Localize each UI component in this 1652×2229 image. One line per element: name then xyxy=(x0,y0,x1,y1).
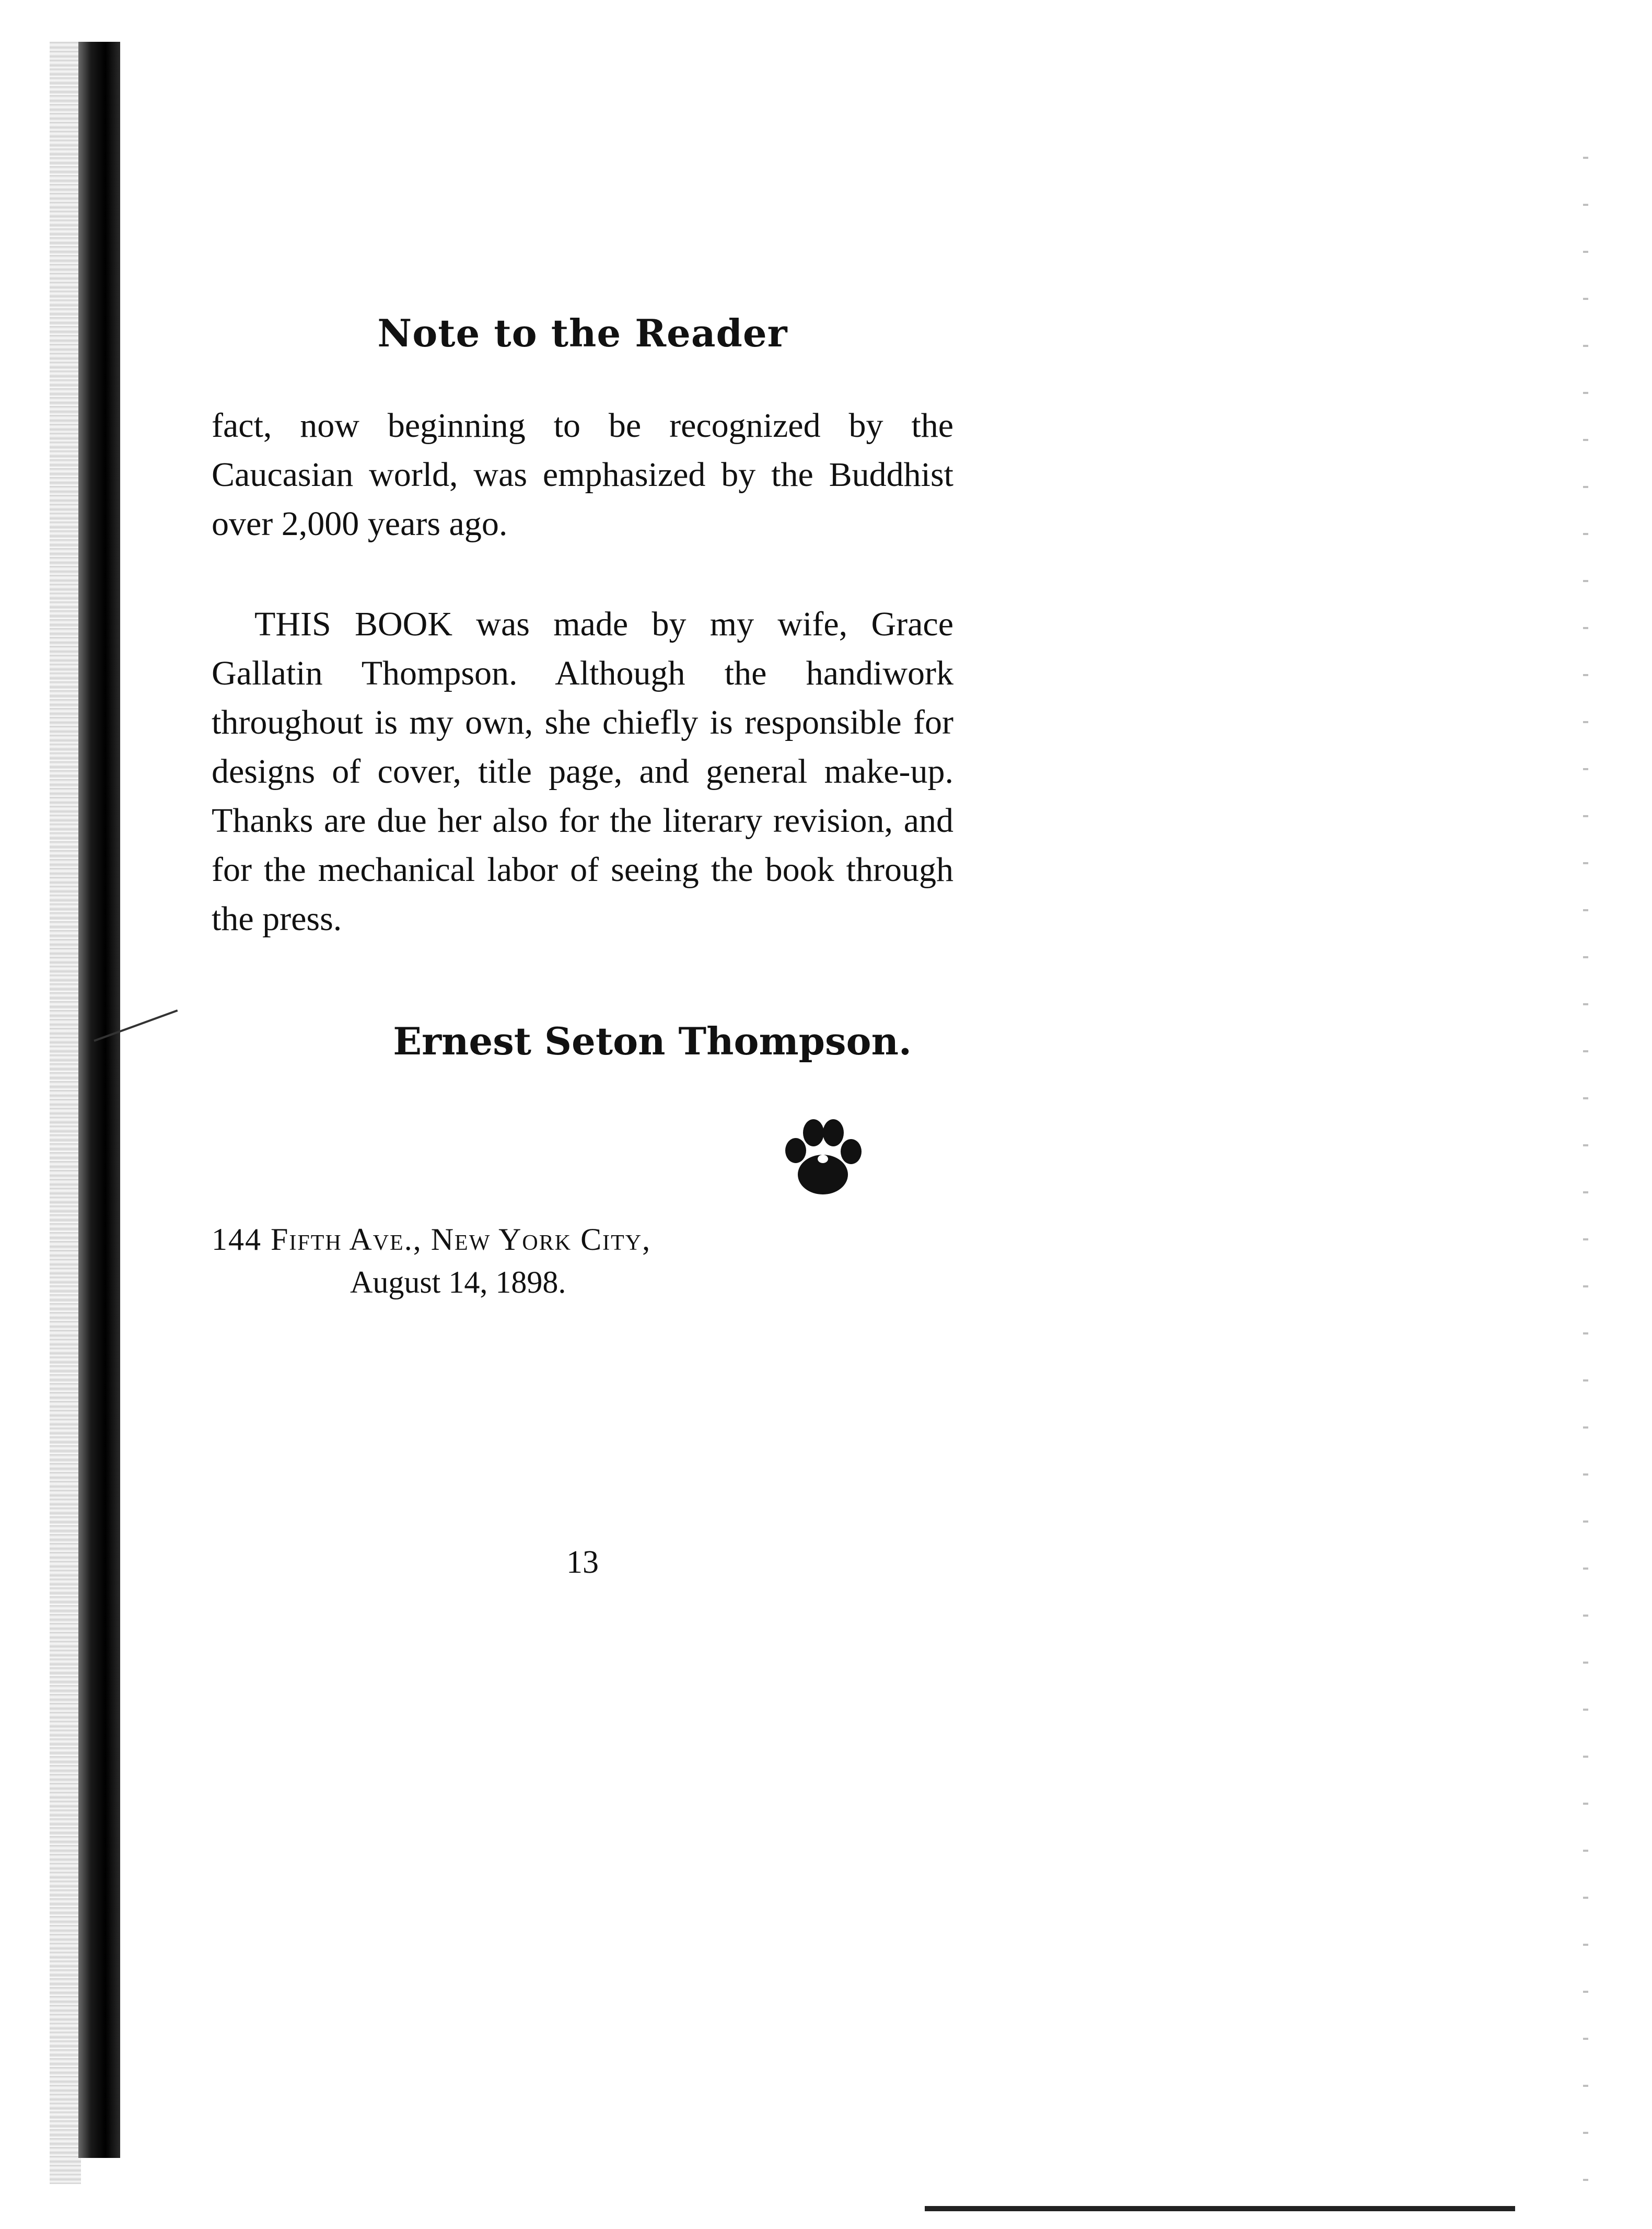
paragraph-book-credits: THIS BOOK was made by my wife, Grace Gallatin Thompson. Although the handiwork throughout is my own, she chiefly is responsible for designs of cover, title page, and general make-up. Thanks are due her also for the literary revision, and for the mechanical labor of seeing the book through the press. xyxy=(212,605,953,938)
date-line: August 14, 1898. xyxy=(350,1265,566,1299)
scan-speckles xyxy=(1583,157,1588,2195)
binding-shadow-edge xyxy=(50,42,81,2184)
paw-print-icon xyxy=(781,1113,865,1202)
author-signature: Ernest Seton Thompson. xyxy=(393,1019,912,1063)
binding-shadow xyxy=(78,42,120,2158)
page-heading: Note to the Reader xyxy=(377,311,788,355)
address-line: 144 Fifth Ave., New York City, xyxy=(212,1222,652,1257)
paragraph-continuation: fact, now beginning to be recognized by the Caucasian world, was emphasized by the Buddhist over 2,000 years ago. xyxy=(212,407,953,543)
bottom-rule xyxy=(925,2206,1515,2211)
page-number: 13 xyxy=(566,1545,599,1580)
